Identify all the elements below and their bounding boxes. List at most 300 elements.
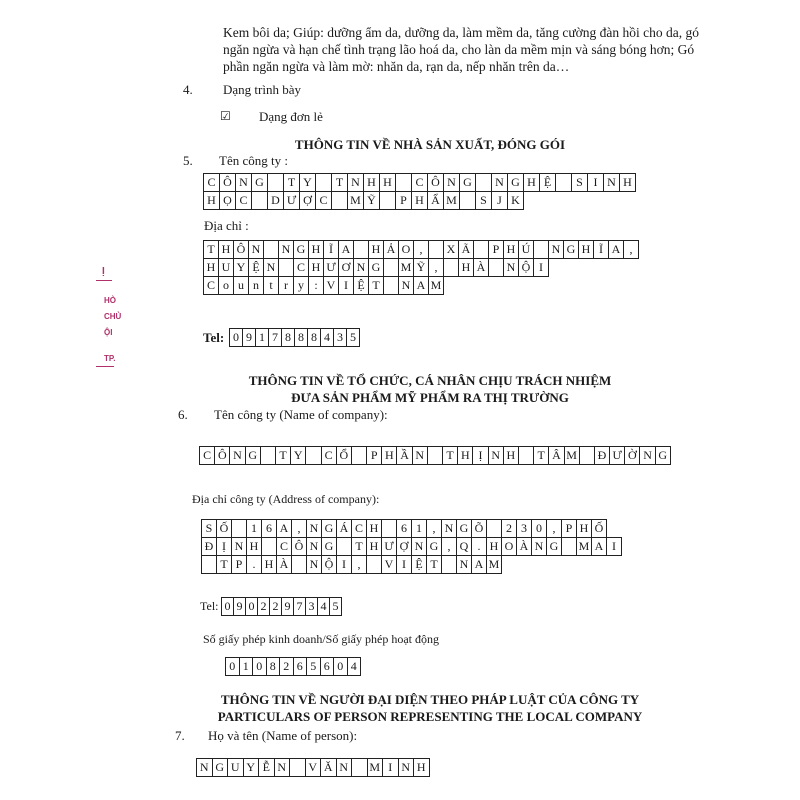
char-box: A xyxy=(339,241,354,259)
char-box: C xyxy=(204,277,219,295)
char-box: 2 xyxy=(502,520,517,538)
char-box xyxy=(442,556,457,574)
char-box: t xyxy=(264,277,279,295)
char-box: Ệ xyxy=(540,174,556,192)
char-box: 4 xyxy=(347,658,361,676)
char-box: Ổ xyxy=(336,447,351,465)
char-box: Ẩ xyxy=(428,192,444,210)
checkbox-check-icon: ☑ xyxy=(220,109,231,123)
char-box: 0 xyxy=(334,658,348,676)
char-box: H xyxy=(459,259,474,277)
char-box xyxy=(460,192,476,210)
char-box: 1 xyxy=(412,520,427,538)
char-box: 5 xyxy=(330,598,342,616)
grid-row xyxy=(202,556,622,574)
grid-row xyxy=(204,259,639,277)
section-5-company-grid xyxy=(203,173,636,210)
char-box: P xyxy=(367,447,382,465)
char-box: H xyxy=(367,538,382,556)
char-box: 4 xyxy=(318,598,330,616)
char-box: Õ xyxy=(472,520,487,538)
char-box: Ơ xyxy=(339,259,354,277)
char-box: Ư xyxy=(382,538,397,556)
char-box xyxy=(384,259,399,277)
char-box: Ư xyxy=(324,259,339,277)
intro-line-3: phần ngăn ngừa và làm mờ: nhăn da, rạn da, nếp nhăn trên da… xyxy=(223,59,570,74)
char-box: H xyxy=(382,447,397,465)
char-box: C xyxy=(412,174,428,192)
char-box: N xyxy=(492,174,508,192)
char-box: 1 xyxy=(256,329,269,347)
char-box: I xyxy=(588,174,604,192)
char-box: C xyxy=(200,447,215,465)
char-box: T xyxy=(534,447,549,465)
grid-row xyxy=(204,241,639,259)
char-box: H xyxy=(579,241,594,259)
intro-line-1: Kem bôi da; Giúp: dưỡng ẩm da, dưỡng da, làm mềm da, tăng cường đàn hồi cho da, gó xyxy=(223,25,700,40)
char-box xyxy=(476,174,492,192)
section-7-name-label: Họ và tên (Name of person): xyxy=(208,728,358,743)
char-box: 4 xyxy=(321,329,334,347)
char-box: y xyxy=(294,277,309,295)
char-box: C xyxy=(277,538,292,556)
char-box: U xyxy=(228,759,244,777)
char-box: Ĩ xyxy=(594,241,609,259)
char-box xyxy=(562,538,577,556)
char-box: T xyxy=(443,447,458,465)
char-box: . xyxy=(472,538,487,556)
section-6-company-label: Tên công ty (Name of company): xyxy=(214,407,388,422)
section-6-address-grid xyxy=(201,519,622,574)
char-box xyxy=(264,241,279,259)
char-box: V xyxy=(324,277,339,295)
char-box: Ợ xyxy=(397,538,412,556)
char-box: H xyxy=(309,241,324,259)
char-box: G xyxy=(427,538,442,556)
heading-legal-representative-line-2: PARTICULARS OF PERSON REPRESENTING THE LOCAL COMPANY xyxy=(217,709,643,724)
char-box xyxy=(382,520,397,538)
char-box: Ễ xyxy=(259,759,275,777)
char-box: G xyxy=(508,174,524,192)
char-box xyxy=(290,759,306,777)
char-box: , xyxy=(429,259,444,277)
char-box xyxy=(579,447,594,465)
char-box: H xyxy=(524,174,540,192)
char-box: . xyxy=(247,556,262,574)
char-box: N xyxy=(399,277,414,295)
char-box: Q xyxy=(457,538,472,556)
option-single-format: Dạng đơn lẻ xyxy=(259,109,323,124)
char-box: Ộ xyxy=(519,259,534,277)
section-7-number: 7. xyxy=(175,728,185,743)
char-box: K xyxy=(508,192,524,210)
char-box: N xyxy=(232,538,247,556)
char-box: N xyxy=(532,538,547,556)
char-box: J xyxy=(492,192,508,210)
char-box: M xyxy=(429,277,444,295)
grid-row xyxy=(204,277,639,295)
section-5-tel-grid xyxy=(229,328,360,347)
char-box xyxy=(384,277,399,295)
char-box: H xyxy=(458,447,473,465)
char-box: 0 xyxy=(246,598,258,616)
char-box: 8 xyxy=(282,329,295,347)
char-box: Y xyxy=(234,259,249,277)
char-box: N xyxy=(307,520,322,538)
char-box xyxy=(262,538,277,556)
char-box: H xyxy=(204,259,219,277)
char-box: Ô xyxy=(215,447,230,465)
char-box: : xyxy=(309,277,324,295)
char-box xyxy=(427,447,442,465)
char-box xyxy=(534,241,549,259)
char-box xyxy=(474,241,489,259)
char-box: N xyxy=(640,447,655,465)
char-box: N xyxy=(549,241,564,259)
char-box: À xyxy=(277,556,292,574)
char-box xyxy=(487,520,502,538)
char-box: M xyxy=(577,538,592,556)
char-box: A xyxy=(472,556,487,574)
char-box: Ô xyxy=(220,174,236,192)
char-box: G xyxy=(460,174,476,192)
char-box: N xyxy=(457,556,472,574)
char-box: À xyxy=(517,538,532,556)
grid-row xyxy=(204,174,636,192)
char-box: A xyxy=(592,538,607,556)
char-box: Ô xyxy=(428,174,444,192)
char-box: A xyxy=(277,520,292,538)
char-box: T xyxy=(275,447,290,465)
char-box: V xyxy=(382,556,397,574)
char-box: , xyxy=(292,520,307,538)
char-box: P xyxy=(396,192,412,210)
char-box: N xyxy=(230,447,245,465)
char-box xyxy=(351,447,366,465)
char-box: H xyxy=(367,520,382,538)
char-box: Á xyxy=(337,520,352,538)
char-box: Ọ xyxy=(220,192,236,210)
char-box: G xyxy=(564,241,579,259)
grid-row xyxy=(200,447,671,465)
char-box: N xyxy=(354,259,369,277)
section-5-address-label: Địa chỉ : xyxy=(204,218,249,233)
char-box: 1 xyxy=(247,520,262,538)
char-box: , xyxy=(352,556,367,574)
char-box xyxy=(232,520,247,538)
grid-row xyxy=(202,538,622,556)
char-box: I xyxy=(607,538,622,556)
char-box: N xyxy=(336,759,352,777)
char-box: 7 xyxy=(269,329,282,347)
char-box: P xyxy=(232,556,247,574)
section-6-address-label: Địa chỉ công ty (Address of company): xyxy=(192,492,380,506)
char-box: U xyxy=(219,259,234,277)
red-stamp-fragment: Ị HÒ CHỦ ỘI TP. xyxy=(96,262,130,372)
char-box: H xyxy=(620,174,636,192)
char-box xyxy=(316,174,332,192)
section-5-address-grid xyxy=(203,240,639,295)
char-box: 8 xyxy=(308,329,321,347)
char-box: Ă xyxy=(321,759,337,777)
checkbox-single-format[interactable] xyxy=(220,108,231,124)
char-box xyxy=(396,174,412,192)
char-box: V xyxy=(305,759,321,777)
char-box: , xyxy=(427,520,442,538)
char-box: Ờ xyxy=(625,447,640,465)
char-box: Ệ xyxy=(412,556,427,574)
char-box: 7 xyxy=(294,598,306,616)
char-box: 2 xyxy=(280,658,294,676)
char-box: 8 xyxy=(295,329,308,347)
char-box: M xyxy=(399,259,414,277)
char-box: C xyxy=(352,520,367,538)
section-6-company-grid xyxy=(199,446,671,465)
char-box: Ỹ xyxy=(364,192,380,210)
char-box: M xyxy=(564,447,579,465)
char-box: H xyxy=(369,241,384,259)
char-box: A xyxy=(609,241,624,259)
char-box: H xyxy=(309,259,324,277)
intro-line-2: ngăn ngừa và hạn chế tình trạng lão hoá da, cho làn da mềm mịn và sáng bóng hơn; Gó xyxy=(223,42,695,57)
char-box: 9 xyxy=(282,598,294,616)
char-box: 6 xyxy=(262,520,277,538)
char-box: Ô xyxy=(234,241,249,259)
char-box xyxy=(518,447,533,465)
char-box: G xyxy=(252,174,268,192)
char-box: C xyxy=(236,192,252,210)
char-box: u xyxy=(234,277,249,295)
char-box: N xyxy=(604,174,620,192)
char-box xyxy=(260,447,275,465)
section-4-number: 4. xyxy=(183,82,193,97)
char-box: Đ xyxy=(202,538,217,556)
char-box: M xyxy=(348,192,364,210)
heading-manufacturer: THÔNG TIN VỀ NHÀ SẢN XUẤT, ĐÓNG GÓI xyxy=(294,137,566,152)
char-box: N xyxy=(444,174,460,192)
char-box xyxy=(332,192,348,210)
char-box: S xyxy=(202,520,217,538)
char-box: Ỹ xyxy=(414,259,429,277)
grid-row xyxy=(230,329,360,347)
char-box xyxy=(306,447,321,465)
section-6-license-grid xyxy=(225,657,361,676)
char-box: A xyxy=(414,277,429,295)
char-box: Â xyxy=(549,447,564,465)
grid-row xyxy=(204,192,636,210)
char-box xyxy=(556,174,572,192)
char-box: Ĩ xyxy=(324,241,339,259)
char-box: M xyxy=(444,192,460,210)
heading-legal-representative-line-1: THÔNG TIN VỀ NGƯỜI ĐẠI DIỆN THEO PHÁP LUẬT CỦA CÔNG TY xyxy=(220,692,640,707)
char-box: , xyxy=(442,538,457,556)
char-box: Ị xyxy=(473,447,488,465)
char-box: 0 xyxy=(222,598,234,616)
section-4-label: Dạng trình bày xyxy=(223,82,301,97)
char-box: H xyxy=(414,759,430,777)
char-box: N xyxy=(264,259,279,277)
char-box: Ầ xyxy=(397,447,412,465)
char-box: 3 xyxy=(517,520,532,538)
char-box: S xyxy=(572,174,588,192)
char-box: 5 xyxy=(347,329,360,347)
grid-row xyxy=(202,520,622,538)
char-box: H xyxy=(412,192,428,210)
char-box: 0 xyxy=(230,329,243,347)
char-box: Ô xyxy=(292,538,307,556)
char-box: Ệ xyxy=(249,259,264,277)
section-7-name-grid xyxy=(196,758,430,777)
char-box: X xyxy=(444,241,459,259)
char-box: N xyxy=(398,759,414,777)
char-box: N xyxy=(488,447,503,465)
char-box: H xyxy=(577,520,592,538)
char-box xyxy=(429,241,444,259)
char-box: I xyxy=(337,556,352,574)
char-box xyxy=(202,556,217,574)
section-5-tel-label: Tel: xyxy=(203,330,225,345)
char-box: H xyxy=(247,538,262,556)
section-5-company-label: Tên công ty : xyxy=(219,153,288,168)
char-box: M xyxy=(487,556,502,574)
char-box: C xyxy=(294,259,309,277)
char-box: H xyxy=(380,174,396,192)
char-box: 0 xyxy=(532,520,547,538)
char-box: , xyxy=(414,241,429,259)
char-box: Ợ xyxy=(300,192,316,210)
char-box: N xyxy=(274,759,290,777)
char-box: N xyxy=(236,174,252,192)
char-box: 2 xyxy=(270,598,282,616)
char-box xyxy=(268,174,284,192)
char-box: Y xyxy=(243,759,259,777)
char-box: Y xyxy=(300,174,316,192)
char-box: 6 xyxy=(293,658,307,676)
section-6-tel-grid xyxy=(221,597,342,616)
char-box: T xyxy=(217,556,232,574)
char-box: T xyxy=(352,538,367,556)
section-6-license-label: Số giấy phép kinh doanh/Số giấy phép hoạt động xyxy=(203,632,439,646)
char-box: , xyxy=(624,241,639,259)
char-box: S xyxy=(476,192,492,210)
char-box xyxy=(380,192,396,210)
char-box: T xyxy=(204,241,219,259)
char-box: 6 xyxy=(320,658,334,676)
char-box: N xyxy=(197,759,213,777)
char-box: 3 xyxy=(334,329,347,347)
char-box: r xyxy=(279,277,294,295)
grid-row xyxy=(197,759,430,777)
section-6-number: 6. xyxy=(178,407,188,422)
grid-row xyxy=(222,598,342,616)
char-box: G xyxy=(457,520,472,538)
char-box: 1 xyxy=(239,658,253,676)
char-box: Ú xyxy=(519,241,534,259)
char-box xyxy=(352,759,368,777)
section-5-number: 5. xyxy=(183,153,193,168)
char-box: 0 xyxy=(253,658,267,676)
char-box: Y xyxy=(291,447,306,465)
char-box: H xyxy=(503,447,518,465)
char-box: G xyxy=(245,447,260,465)
char-box: N xyxy=(504,259,519,277)
char-box: G xyxy=(294,241,309,259)
char-box: Ộ xyxy=(322,556,337,574)
char-box: N xyxy=(348,174,364,192)
char-box: , xyxy=(547,520,562,538)
char-box: M xyxy=(367,759,383,777)
char-box: 5 xyxy=(307,658,321,676)
char-box: G xyxy=(212,759,228,777)
char-box: T xyxy=(332,174,348,192)
char-box: N xyxy=(307,556,322,574)
heading-responsible-org-line-2: ĐƯA SẢN PHẨM MỸ PHẨM RA THỊ TRƯỜNG xyxy=(291,390,569,405)
section-6-tel-label: Tel: xyxy=(200,599,219,613)
char-box xyxy=(252,192,268,210)
char-box: Đ xyxy=(594,447,609,465)
char-box: n xyxy=(249,277,264,295)
char-box xyxy=(444,259,459,277)
char-box: G xyxy=(655,447,670,465)
char-box: N xyxy=(279,241,294,259)
char-box xyxy=(367,556,382,574)
char-box: C xyxy=(204,174,220,192)
char-box: G xyxy=(322,520,337,538)
char-box: 0 xyxy=(226,658,240,676)
char-box: Ệ xyxy=(354,277,369,295)
char-box: I xyxy=(339,277,354,295)
char-box: 9 xyxy=(234,598,246,616)
char-box: Ị xyxy=(217,538,232,556)
char-box: À xyxy=(474,259,489,277)
char-box: G xyxy=(322,538,337,556)
char-box: Ã xyxy=(459,241,474,259)
char-box: H xyxy=(262,556,277,574)
heading-responsible-org-line-1: THÔNG TIN VỀ TỔ CHỨC, CÁ NHÂN CHỊU TRÁCH NHIỆM xyxy=(248,373,612,388)
char-box: P xyxy=(562,520,577,538)
char-box: N xyxy=(412,538,427,556)
char-box: Ả xyxy=(384,241,399,259)
char-box: H xyxy=(504,241,519,259)
char-box: N xyxy=(412,447,427,465)
char-box: H xyxy=(364,174,380,192)
char-box: 3 xyxy=(306,598,318,616)
char-box xyxy=(279,259,294,277)
char-box: I xyxy=(397,556,412,574)
char-box: O xyxy=(399,241,414,259)
char-box: I xyxy=(534,259,549,277)
char-box: C xyxy=(316,192,332,210)
char-box xyxy=(292,556,307,574)
char-box: H xyxy=(487,538,502,556)
char-box: N xyxy=(249,241,264,259)
char-box: T xyxy=(284,174,300,192)
char-box: I xyxy=(383,759,399,777)
grid-row xyxy=(226,658,361,676)
char-box: 6 xyxy=(397,520,412,538)
char-box: C xyxy=(321,447,336,465)
char-box xyxy=(354,241,369,259)
char-box: Ư xyxy=(610,447,625,465)
char-box: 8 xyxy=(266,658,280,676)
char-box: T xyxy=(369,277,384,295)
char-box: O xyxy=(502,538,517,556)
char-box xyxy=(337,538,352,556)
char-box: T xyxy=(427,556,442,574)
char-box: H xyxy=(204,192,220,210)
char-box: G xyxy=(547,538,562,556)
char-box xyxy=(489,259,504,277)
